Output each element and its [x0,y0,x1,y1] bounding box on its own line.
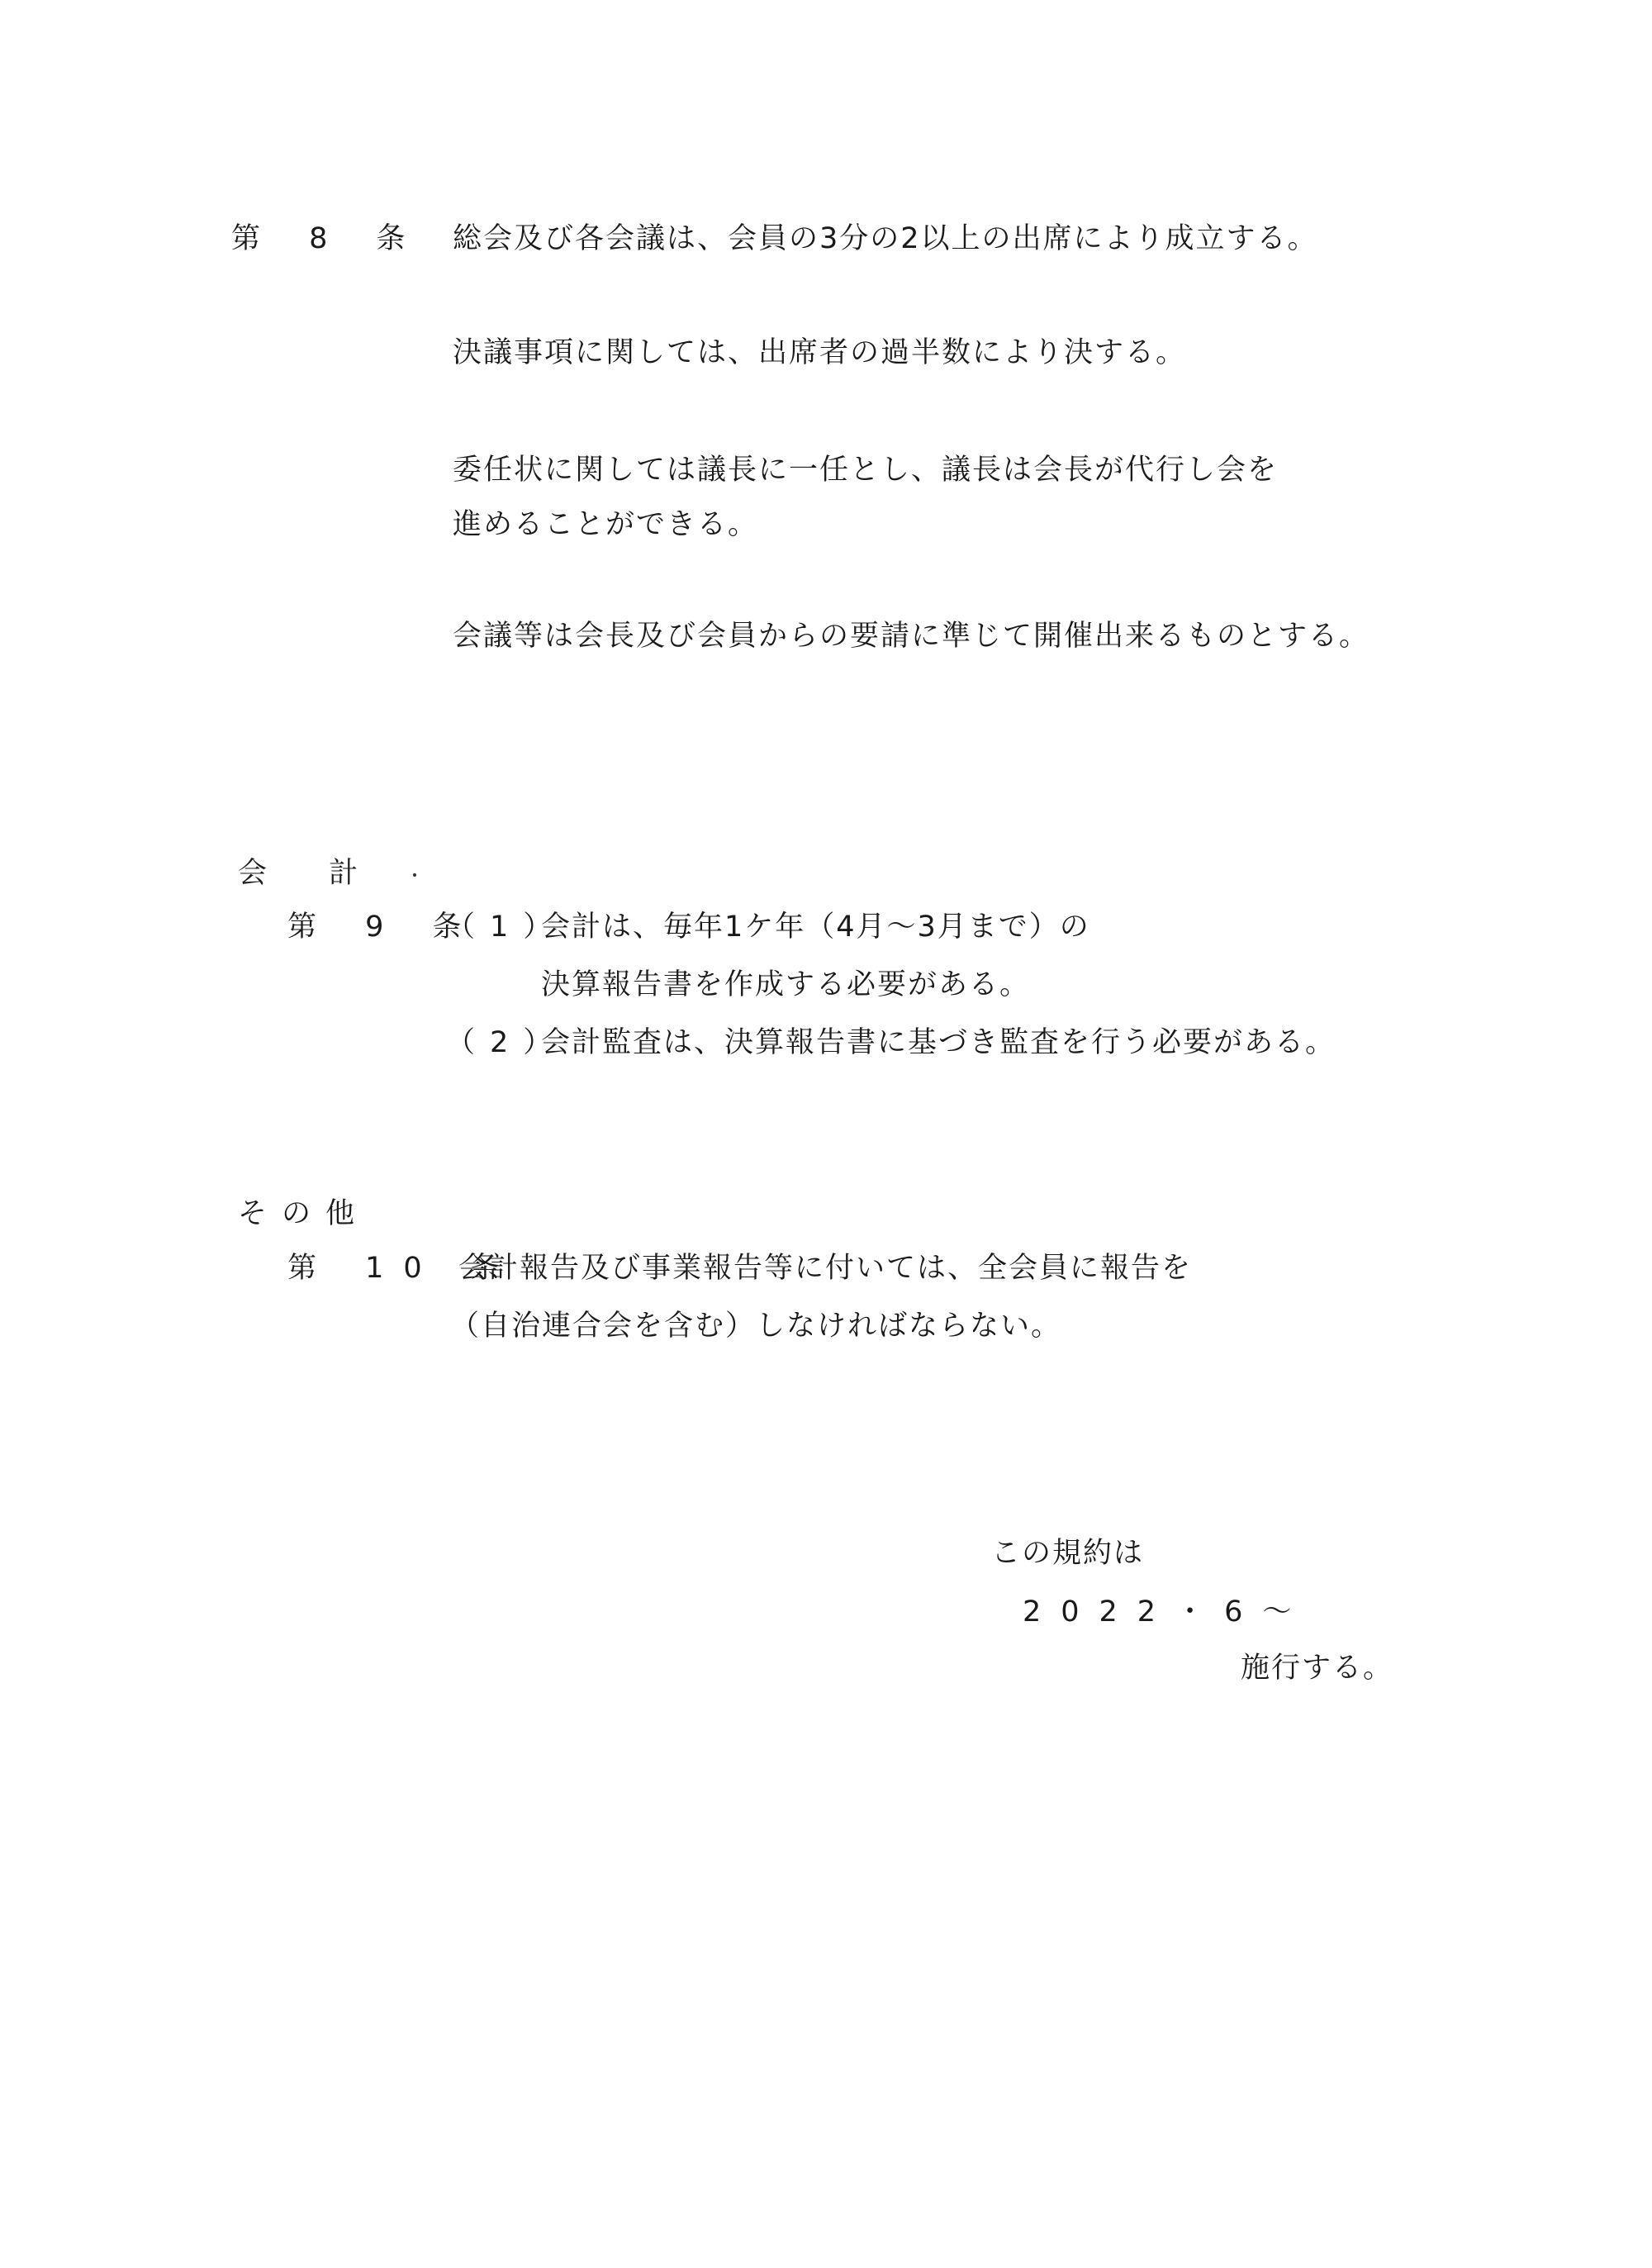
article-8-line-3: 委任状に関しては議長に一任とし、議長は会長が代行し会を [453,454,1279,487]
article-9-item-1-line-2: 決算報告書を作成する必要がある。 [541,968,1031,1001]
article-9-item-1-line-1: 会計は、毎年1ケ年（4月～3月まで）の [541,911,1090,944]
article-10-heading: 第 10 条 [287,1252,520,1285]
other-section-title: その他 [238,1197,370,1230]
article-8-line-5: 会議等は会長及び会員からの要請に準じて開催出来るものとする。 [453,620,1370,653]
article-9-item-1-marker: （1） [446,911,567,944]
article-10-line-2: （自治連合会を含む）しなければならない。 [450,1310,1062,1343]
article-8-line-2: 決議事項に関しては、出席者の過半数により決する。 [453,336,1187,369]
article-9-item-2-text: 会計監査は、決算報告書に基づき監査を行う必要がある。 [541,1026,1336,1059]
stray-mark [413,873,416,877]
article-8-heading: 第 8 条 [231,222,425,255]
article-8-line-4: 進めることができる。 [453,508,759,541]
article-10-line-1: 会計報告及び事業報告等に付いては、全会員に報告を [458,1252,1193,1285]
article-9-item-2-marker: （2） [446,1026,567,1059]
accounting-section-title: 会 計 [238,857,360,890]
effective-line-3: 施行する。 [1241,1652,1394,1685]
effective-date: 2022・6～ [1023,1595,1312,1628]
article-8-line-1: 総会及び各会議は、会員の3分の2以上の出席により成立する。 [453,222,1318,255]
article-9-heading: 第 9 条 [287,911,482,944]
effective-line-1: この規約は [991,1537,1145,1570]
